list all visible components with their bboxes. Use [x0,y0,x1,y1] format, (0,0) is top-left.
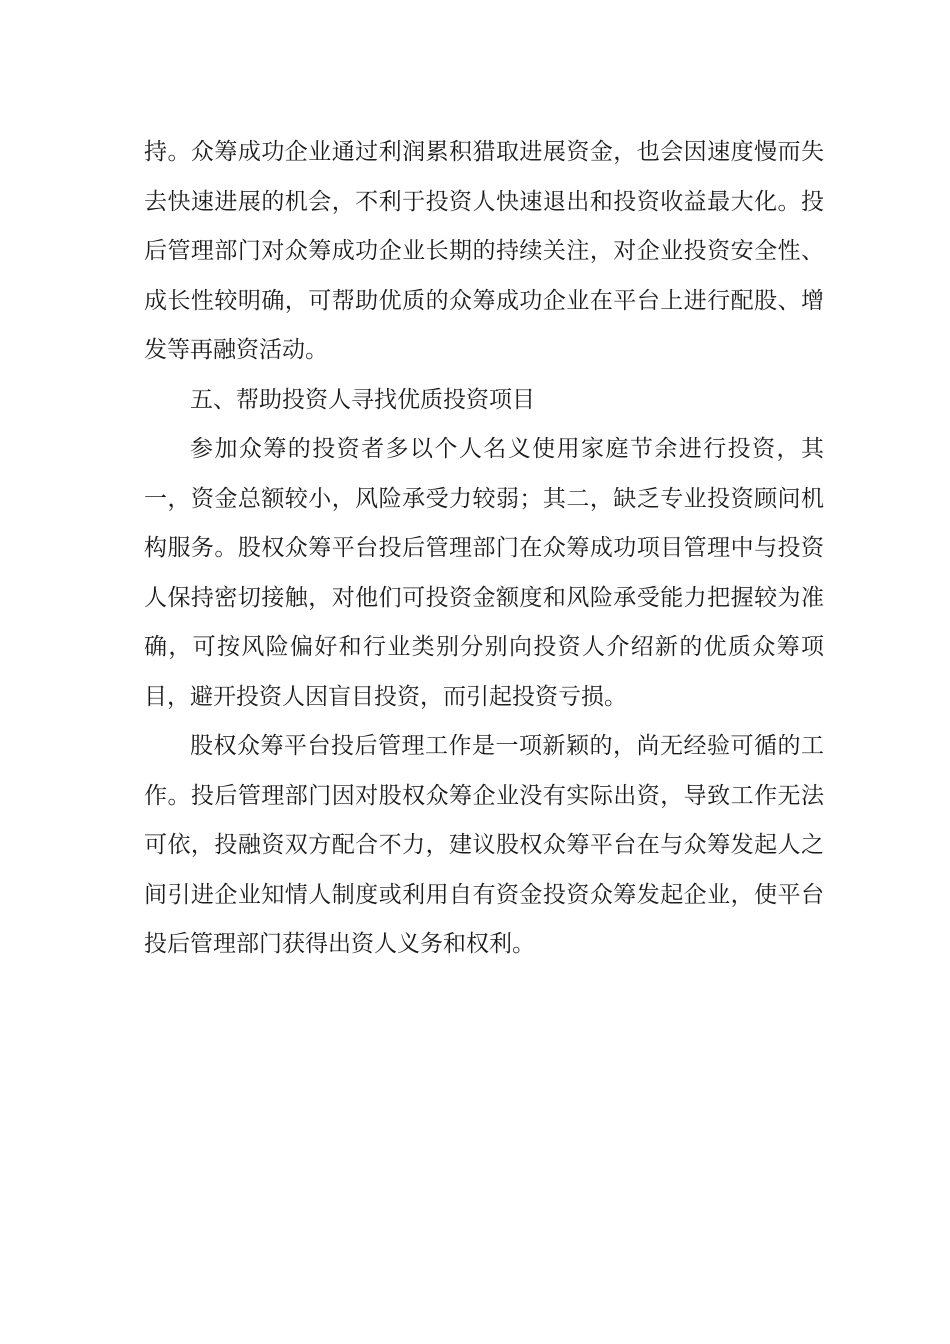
paragraph-continuation: 持。众筹成功企业通过利润累积猎取进展资金，也会因速度慢而失去快速进展的机会，不利于投资人快速退出和投资收益最大化。投后管理部门对众筹成功企业长期的持续关注，对企业投资安全性、成长性较明确，可帮助优质的众筹成功企业在平台上进行配股、增发等再融资活动。 [144,139,824,363]
paragraph-conclusion: 股权众筹平台投后管理工作是一项新颖的，尚无经验可循的工作。投后管理部门因对股权众筹企业没有实际出资，导致工作无法可依，投融资双方配合不力，建议股权众筹平台在与众筹发起人之间引进企业知情人制度或利用自有资金投资众筹发起企业，使平台投后管理部门获得出资人义务和权利。 [144,733,824,957]
paragraph-investor-matching: 参加众筹的投资者多以个人名义使用家庭节余进行投资，其一，资金总额较小，风险承受力较弱；其二，缺乏专业投资顾问机构服务。股权众筹平台投后管理部门在众筹成功项目管理中与投资人保持密切接触，对他们可投资金额度和风险承受能力把握较为准确，可按风险偏好和行业类别分别向投资人介绍新的优质众筹项目，避开投资人因盲目投资，而引起投资亏损。 [144,436,824,710]
document-body [144,128,824,970]
section-heading: 五、帮助投资人寻找优质投资项目 [190,386,535,413]
